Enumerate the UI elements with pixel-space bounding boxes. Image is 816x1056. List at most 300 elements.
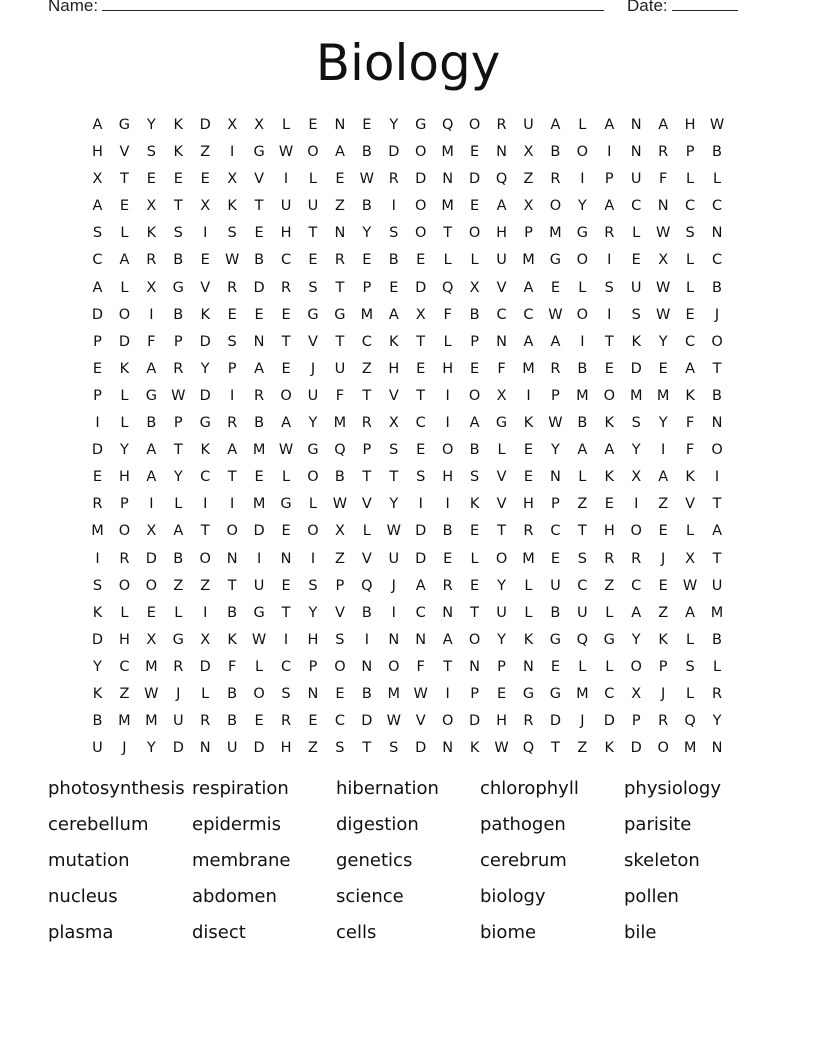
grid-letter[interactable]: R	[200, 713, 211, 730]
grid-letter[interactable]: N	[334, 117, 346, 133]
grid-letter[interactable]: E	[416, 252, 426, 269]
grid-letter[interactable]: S	[416, 469, 426, 486]
grid-letter[interactable]: M	[91, 523, 104, 540]
grid-letter[interactable]: O	[199, 550, 211, 567]
grid-letter[interactable]: I	[634, 496, 639, 513]
grid-letter[interactable]: R	[604, 550, 615, 567]
grid-letter[interactable]: M	[441, 144, 454, 161]
grid-letter[interactable]: T	[227, 469, 237, 486]
grid-letter[interactable]: H	[523, 496, 534, 513]
grid-letter[interactable]: E	[173, 171, 183, 188]
grid-letter[interactable]: D	[415, 279, 427, 296]
grid-letter[interactable]: D	[415, 740, 427, 757]
grid-letter[interactable]: L	[524, 577, 533, 594]
grid-letter[interactable]: N	[334, 225, 346, 242]
grid-letter[interactable]: V	[361, 550, 372, 567]
grid-letter[interactable]: U	[92, 740, 103, 757]
grid-letter[interactable]: G	[145, 387, 157, 404]
grid-letter[interactable]: R	[442, 577, 453, 594]
grid-letter[interactable]: E	[200, 252, 210, 269]
grid-letter[interactable]: E	[146, 604, 156, 621]
grid-letter[interactable]: U	[630, 279, 642, 296]
grid-letter[interactable]: E	[308, 252, 318, 269]
grid-letter[interactable]: R	[550, 171, 561, 188]
grid-letter[interactable]: M	[549, 225, 562, 242]
grid-letter[interactable]: G	[549, 631, 562, 648]
grid-letter[interactable]: E	[281, 306, 291, 323]
grid-letter[interactable]: W	[413, 685, 428, 702]
grid-letter[interactable]: E	[416, 360, 426, 377]
grid-letter[interactable]: D	[145, 550, 157, 567]
grid-letter[interactable]: U	[307, 387, 319, 404]
grid-letter[interactable]: L	[470, 252, 479, 269]
grid-letter[interactable]: B	[361, 604, 372, 621]
grid-letter[interactable]: R	[388, 171, 399, 188]
grid-letter[interactable]: X	[523, 144, 534, 161]
grid-letter[interactable]: B	[173, 252, 184, 269]
grid-letter[interactable]: A	[604, 198, 615, 215]
grid-letter[interactable]: M	[522, 252, 535, 269]
grid-letter[interactable]: D	[91, 306, 104, 323]
grid-letter[interactable]: O	[415, 198, 427, 215]
grid-letter[interactable]: T	[604, 333, 614, 350]
grid-letter[interactable]: H	[118, 469, 130, 486]
grid-letter[interactable]: R	[146, 252, 157, 269]
grid-letter[interactable]: I	[95, 550, 100, 567]
grid-letter[interactable]: R	[496, 117, 507, 133]
grid-letter[interactable]: O	[603, 387, 615, 404]
grid-letter[interactable]: T	[308, 225, 318, 242]
grid-letter[interactable]: U	[280, 198, 292, 215]
grid-letter[interactable]: L	[201, 685, 210, 702]
grid-letter[interactable]: I	[580, 333, 585, 350]
grid-letter[interactable]: G	[334, 306, 346, 323]
grid-letter[interactable]: G	[280, 496, 292, 513]
grid-letter[interactable]: V	[308, 333, 318, 350]
grid-letter[interactable]: E	[470, 360, 480, 377]
grid-letter[interactable]: X	[146, 279, 157, 296]
grid-letter[interactable]: P	[173, 415, 183, 432]
grid-letter[interactable]: K	[523, 631, 534, 648]
grid-letter[interactable]: D	[118, 333, 130, 350]
grid-letter[interactable]: C	[604, 685, 615, 702]
grid-letter[interactable]: I	[364, 631, 369, 648]
grid-letter[interactable]: T	[281, 333, 291, 350]
grid-letter[interactable]: V	[200, 279, 211, 296]
grid-letter[interactable]: I	[149, 496, 154, 513]
grid-letter[interactable]: X	[523, 198, 534, 215]
grid-letter[interactable]: I	[607, 252, 612, 269]
grid-letter[interactable]: B	[254, 415, 265, 432]
grid-letter[interactable]: R	[119, 550, 130, 567]
grid-letter[interactable]: A	[631, 604, 642, 621]
grid-letter[interactable]: C	[119, 658, 130, 675]
grid-letter[interactable]: X	[334, 523, 345, 540]
grid-letter[interactable]: J	[310, 360, 316, 377]
grid-letter[interactable]: E	[604, 360, 614, 377]
grid-letter[interactable]: B	[712, 387, 722, 404]
grid-letter[interactable]: K	[173, 117, 184, 133]
grid-letter[interactable]: A	[281, 415, 291, 432]
grid-letter[interactable]: Y	[497, 577, 506, 594]
grid-letter[interactable]: E	[254, 713, 264, 730]
grid-letter[interactable]: M	[252, 442, 266, 459]
grid-letter[interactable]: F	[658, 171, 668, 188]
grid-letter[interactable]: T	[389, 469, 399, 486]
grid-letter[interactable]: W	[386, 523, 401, 540]
grid-letter[interactable]: E	[685, 306, 695, 323]
grid-letter[interactable]: O	[280, 387, 292, 404]
grid-letter[interactable]: N	[199, 740, 211, 757]
grid-letter[interactable]: U	[226, 740, 238, 757]
grid-letter[interactable]: F	[227, 658, 237, 675]
grid-letter[interactable]: A	[173, 523, 184, 540]
grid-letter[interactable]: P	[335, 577, 345, 594]
grid-letter[interactable]: I	[391, 198, 396, 215]
grid-letter[interactable]: L	[686, 171, 695, 188]
grid-letter[interactable]: H	[603, 523, 615, 540]
grid-letter[interactable]: A	[442, 631, 453, 648]
grid-letter[interactable]: X	[631, 469, 642, 486]
grid-letter[interactable]: M	[145, 713, 158, 730]
grid-letter[interactable]: L	[578, 658, 587, 675]
grid-letter[interactable]: D	[199, 333, 211, 350]
grid-letter[interactable]: B	[469, 306, 480, 323]
grid-letter[interactable]: K	[469, 740, 480, 757]
grid-letter[interactable]: K	[604, 740, 615, 757]
grid-letter[interactable]: W	[144, 685, 159, 702]
grid-letter[interactable]: P	[685, 144, 695, 161]
grid-letter[interactable]: X	[658, 252, 669, 269]
grid-letter[interactable]: L	[174, 496, 183, 513]
grid-letter[interactable]: O	[307, 523, 319, 540]
grid-letter[interactable]: A	[523, 279, 534, 296]
grid-letter[interactable]: C	[711, 198, 723, 215]
grid-letter[interactable]: T	[497, 523, 506, 540]
grid-letter[interactable]: J	[176, 685, 181, 702]
grid-letter[interactable]: D	[469, 171, 481, 188]
grid-letter[interactable]: L	[443, 252, 452, 269]
grid-letter[interactable]: V	[496, 469, 507, 486]
grid-letter[interactable]: S	[335, 740, 345, 757]
grid-letter[interactable]: P	[631, 713, 641, 730]
grid-letter[interactable]: S	[389, 740, 399, 757]
grid-letter[interactable]: D	[415, 523, 427, 540]
grid-letter[interactable]: G	[253, 604, 265, 621]
grid-letter[interactable]: L	[578, 279, 587, 296]
grid-letter[interactable]: T	[550, 740, 560, 757]
grid-letter[interactable]: V	[254, 171, 265, 188]
grid-letter[interactable]: I	[580, 171, 585, 188]
grid-letter[interactable]: O	[468, 387, 481, 404]
grid-letter[interactable]: M	[683, 740, 697, 757]
grid-letter[interactable]: W	[386, 713, 401, 730]
grid-letter[interactable]: T	[416, 333, 426, 350]
grid-letter[interactable]: Y	[497, 631, 506, 648]
grid-letter[interactable]: N	[496, 333, 507, 350]
grid-letter[interactable]: C	[631, 198, 642, 215]
grid-letter[interactable]: T	[335, 333, 345, 350]
grid-letter[interactable]: T	[712, 496, 722, 513]
grid-letter[interactable]: L	[255, 658, 264, 675]
grid-letter[interactable]: Z	[308, 740, 318, 757]
grid-letter[interactable]: L	[308, 496, 318, 513]
grid-letter[interactable]: O	[711, 333, 723, 350]
grid-letter[interactable]: N	[630, 117, 642, 133]
grid-letter[interactable]: R	[173, 658, 184, 675]
grid-letter[interactable]: T	[362, 387, 372, 404]
grid-letter[interactable]: N	[280, 550, 292, 567]
grid-letter[interactable]: Z	[604, 577, 615, 594]
grid-letter[interactable]: M	[387, 685, 401, 702]
grid-letter[interactable]: W	[278, 442, 294, 459]
grid-letter[interactable]: I	[607, 306, 612, 323]
grid-letter[interactable]: T	[281, 604, 291, 621]
grid-letter[interactable]: B	[227, 685, 238, 702]
grid-letter[interactable]: H	[92, 144, 103, 161]
grid-letter[interactable]: W	[494, 740, 509, 757]
grid-letter[interactable]: P	[658, 658, 668, 675]
grid-letter[interactable]: D	[91, 631, 104, 648]
grid-letter[interactable]: L	[686, 631, 695, 648]
grid-letter[interactable]: L	[470, 550, 479, 567]
grid-letter[interactable]: W	[359, 171, 375, 188]
grid-letter[interactable]: R	[173, 360, 184, 377]
grid-letter[interactable]: F	[147, 333, 156, 350]
grid-letter[interactable]: K	[200, 306, 210, 323]
grid-letter[interactable]: T	[712, 550, 722, 567]
grid-letter[interactable]: N	[442, 740, 454, 757]
grid-letter[interactable]: I	[310, 550, 316, 567]
grid-letter[interactable]: I	[445, 685, 450, 702]
grid-letter[interactable]: M	[629, 387, 643, 404]
grid-letter[interactable]: R	[658, 713, 669, 730]
grid-letter[interactable]: E	[658, 523, 668, 540]
grid-letter[interactable]: O	[441, 442, 454, 459]
grid-letter[interactable]: E	[470, 577, 480, 594]
grid-letter[interactable]: U	[523, 117, 534, 133]
grid-letter[interactable]: L	[605, 604, 614, 621]
grid-letter[interactable]: G	[172, 279, 184, 296]
grid-letter[interactable]: L	[497, 442, 506, 459]
grid-letter[interactable]: H	[496, 713, 507, 730]
grid-letter[interactable]: W	[709, 117, 725, 133]
grid-letter[interactable]: A	[469, 415, 480, 432]
grid-letter[interactable]: E	[281, 360, 291, 377]
grid-letter[interactable]: S	[389, 225, 399, 242]
grid-letter[interactable]: X	[200, 198, 211, 215]
grid-letter[interactable]: I	[418, 496, 423, 513]
grid-letter[interactable]: F	[443, 306, 452, 323]
grid-letter[interactable]: P	[308, 658, 318, 675]
grid-letter[interactable]: M	[576, 387, 589, 404]
grid-letter[interactable]: P	[551, 496, 560, 513]
grid-letter[interactable]: B	[712, 144, 722, 161]
grid-letter[interactable]: I	[661, 442, 666, 459]
grid-letter[interactable]: K	[604, 415, 615, 432]
grid-letter[interactable]: Q	[522, 740, 535, 757]
grid-letter[interactable]: A	[604, 117, 615, 133]
grid-letter[interactable]: Y	[550, 442, 560, 459]
grid-letter[interactable]: O	[441, 713, 454, 730]
grid-letter[interactable]: K	[685, 469, 695, 486]
grid-letter[interactable]: E	[470, 523, 480, 540]
grid-letter[interactable]: W	[655, 279, 671, 296]
grid-letter[interactable]: Q	[684, 713, 696, 730]
grid-letter[interactable]: H	[442, 360, 454, 377]
grid-letter[interactable]: N	[711, 415, 723, 432]
grid-letter[interactable]: I	[149, 306, 154, 323]
grid-letter[interactable]: T	[577, 523, 587, 540]
grid-letter[interactable]: E	[658, 360, 668, 377]
grid-letter[interactable]: E	[146, 171, 156, 188]
grid-letter[interactable]: R	[631, 550, 642, 567]
grid-letter[interactable]: Y	[658, 333, 668, 350]
grid-letter[interactable]: W	[655, 225, 671, 242]
grid-letter[interactable]: W	[224, 252, 240, 269]
grid-letter[interactable]: H	[118, 631, 130, 648]
grid-letter[interactable]: L	[120, 604, 129, 621]
grid-letter[interactable]: D	[172, 740, 184, 757]
grid-letter[interactable]: C	[200, 469, 211, 486]
grid-letter[interactable]: E	[389, 279, 399, 296]
grid-letter[interactable]: Q	[441, 279, 454, 296]
grid-letter[interactable]: L	[712, 658, 722, 675]
grid-letter[interactable]: B	[550, 604, 561, 621]
grid-letter[interactable]: S	[335, 631, 345, 648]
grid-letter[interactable]: E	[119, 198, 129, 215]
grid-letter[interactable]: Z	[577, 496, 588, 513]
grid-letter[interactable]: G	[118, 117, 131, 133]
grid-letter[interactable]: S	[92, 577, 103, 594]
grid-letter[interactable]: K	[389, 333, 399, 350]
grid-letter[interactable]: P	[362, 442, 372, 459]
grid-letter[interactable]: E	[335, 685, 345, 702]
grid-letter[interactable]: M	[710, 604, 724, 621]
grid-letter[interactable]: E	[254, 469, 264, 486]
grid-letter[interactable]: Y	[146, 740, 156, 757]
grid-letter[interactable]: U	[307, 198, 319, 215]
grid-letter[interactable]: L	[578, 117, 587, 133]
grid-letter[interactable]: J	[661, 685, 666, 702]
grid-letter[interactable]: E	[254, 306, 264, 323]
grid-letter[interactable]: B	[146, 415, 157, 432]
grid-letter[interactable]: X	[254, 117, 265, 133]
grid-letter[interactable]: B	[227, 713, 238, 730]
grid-letter[interactable]: D	[415, 550, 427, 567]
grid-letter[interactable]: T	[335, 279, 345, 296]
grid-letter[interactable]: E	[604, 496, 614, 513]
grid-letter[interactable]: D	[253, 740, 265, 757]
grid-letter[interactable]: L	[120, 415, 129, 432]
grid-letter[interactable]: U	[550, 577, 561, 594]
grid-letter[interactable]: I	[391, 604, 396, 621]
grid-letter[interactable]: L	[712, 171, 722, 188]
grid-letter[interactable]: R	[227, 279, 238, 296]
grid-letter[interactable]: S	[631, 306, 641, 323]
grid-letter[interactable]: P	[93, 333, 102, 350]
grid-letter[interactable]: K	[146, 225, 157, 242]
grid-letter[interactable]: G	[603, 631, 615, 648]
grid-letter[interactable]: S	[281, 685, 291, 702]
grid-letter[interactable]: G	[253, 144, 265, 161]
grid-letter[interactable]: C	[334, 713, 345, 730]
grid-letter[interactable]: C	[280, 658, 292, 675]
grid-letter[interactable]: P	[120, 496, 129, 513]
grid-letter[interactable]: T	[416, 387, 426, 404]
grid-letter[interactable]: O	[118, 577, 131, 594]
grid-letter[interactable]: W	[548, 306, 563, 323]
grid-letter[interactable]: O	[145, 577, 158, 594]
grid-letter[interactable]: S	[685, 658, 695, 675]
grid-letter[interactable]: W	[332, 496, 348, 513]
grid-letter[interactable]: Y	[712, 713, 722, 730]
grid-letter[interactable]: L	[174, 604, 183, 621]
grid-letter[interactable]: E	[550, 550, 560, 567]
grid-letter[interactable]: C	[361, 333, 372, 350]
grid-letter[interactable]: Y	[577, 198, 587, 215]
grid-letter[interactable]: A	[577, 442, 588, 459]
grid-letter[interactable]: S	[92, 225, 103, 242]
grid-letter[interactable]: A	[658, 469, 669, 486]
grid-letter[interactable]: U	[496, 252, 507, 269]
grid-letter[interactable]: J	[714, 306, 720, 323]
grid-letter[interactable]: E	[281, 523, 291, 540]
grid-letter[interactable]: N	[442, 604, 454, 621]
grid-letter[interactable]: I	[445, 496, 450, 513]
grid-letter[interactable]: D	[199, 117, 211, 133]
grid-letter[interactable]: N	[226, 550, 238, 567]
grid-letter[interactable]: X	[469, 279, 480, 296]
grid-letter[interactable]: A	[550, 333, 561, 350]
grid-letter[interactable]: S	[227, 225, 237, 242]
grid-letter[interactable]: E	[281, 577, 291, 594]
grid-letter[interactable]: U	[388, 550, 400, 567]
grid-letter[interactable]: X	[415, 306, 426, 323]
grid-letter[interactable]: F	[497, 360, 506, 377]
grid-letter[interactable]: Q	[576, 631, 589, 648]
grid-letter[interactable]: E	[550, 279, 560, 296]
grid-letter[interactable]: U	[711, 577, 723, 594]
grid-letter[interactable]: L	[524, 604, 533, 621]
grid-letter[interactable]: S	[389, 442, 399, 459]
grid-letter[interactable]: S	[577, 550, 587, 567]
grid-letter[interactable]: P	[362, 279, 372, 296]
grid-letter[interactable]: O	[415, 144, 427, 161]
grid-letter[interactable]: W	[171, 387, 186, 404]
grid-letter[interactable]: H	[388, 360, 400, 377]
grid-letter[interactable]: P	[227, 360, 237, 377]
grid-letter[interactable]: T	[254, 198, 264, 215]
grid-letter[interactable]: E	[200, 171, 210, 188]
grid-letter[interactable]: O	[415, 225, 427, 242]
grid-letter[interactable]: A	[146, 360, 157, 377]
grid-letter[interactable]: E	[308, 713, 318, 730]
grid-letter[interactable]: Y	[658, 415, 668, 432]
grid-letter[interactable]: J	[122, 740, 127, 757]
grid-letter[interactable]: J	[661, 550, 666, 567]
grid-letter[interactable]: G	[549, 685, 562, 702]
grid-letter[interactable]: B	[361, 198, 372, 215]
grid-letter[interactable]: C	[631, 577, 642, 594]
grid-letter[interactable]: N	[442, 171, 454, 188]
grid-letter[interactable]: A	[334, 144, 345, 161]
grid-letter[interactable]: I	[230, 144, 235, 161]
grid-letter[interactable]: Y	[119, 442, 129, 459]
grid-letter[interactable]: O	[118, 523, 131, 540]
grid-letter[interactable]: O	[118, 306, 131, 323]
grid-letter[interactable]: A	[254, 360, 265, 377]
